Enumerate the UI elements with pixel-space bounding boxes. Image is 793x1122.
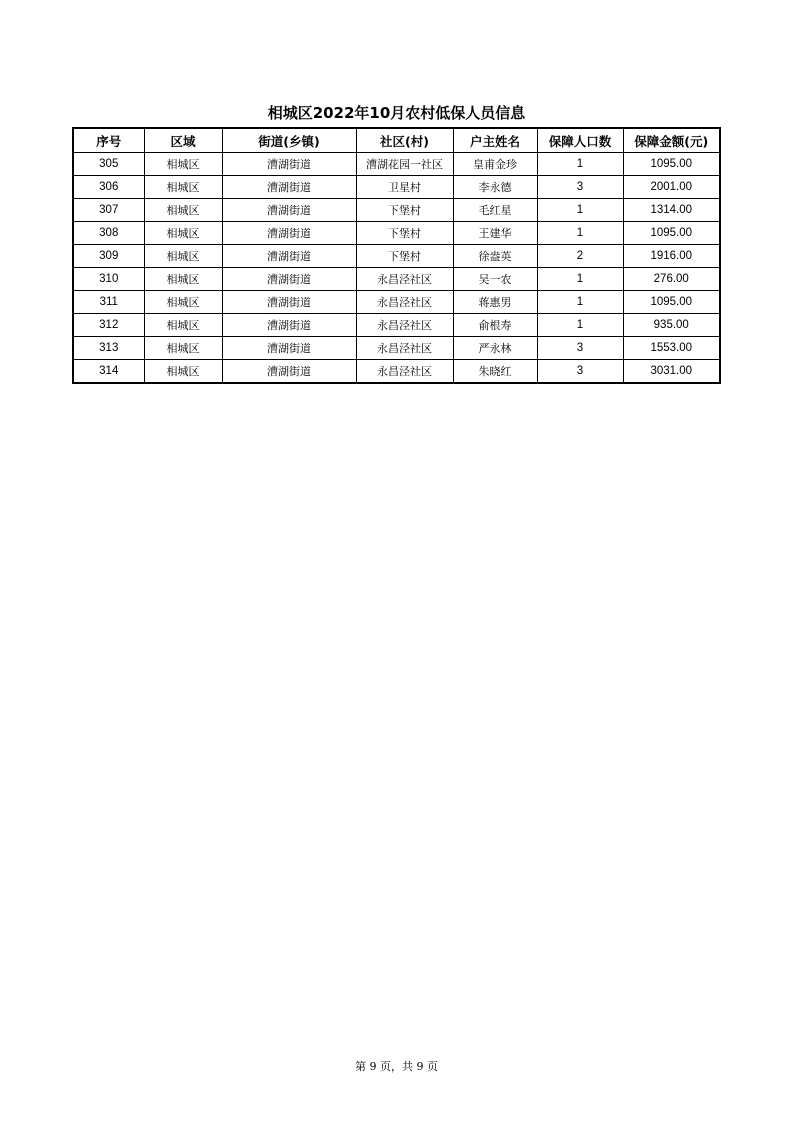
cell-allowance-amount: 1095.00 bbox=[623, 291, 720, 314]
cell-serial-no: 312 bbox=[73, 314, 144, 337]
cell-allowance-amount: 1916.00 bbox=[623, 245, 720, 268]
cell-covered-population: 1 bbox=[537, 291, 623, 314]
header-allowance-amount: 保障金额(元) bbox=[623, 128, 720, 153]
cell-allowance-amount: 2001.00 bbox=[623, 176, 720, 199]
cell-street-town: 漕湖街道 bbox=[222, 268, 356, 291]
cell-street-town: 漕湖街道 bbox=[222, 222, 356, 245]
table-body bbox=[73, 153, 720, 384]
cell-serial-no: 310 bbox=[73, 268, 144, 291]
cell-householder-name: 皇甫金珍 bbox=[453, 153, 537, 176]
header-street-town: 街道(乡镇) bbox=[222, 128, 356, 153]
cell-street-town: 漕湖街道 bbox=[222, 245, 356, 268]
cell-district: 相城区 bbox=[144, 291, 222, 314]
cell-street-town: 漕湖街道 bbox=[222, 314, 356, 337]
table-row bbox=[73, 245, 720, 268]
cell-community-village: 下堡村 bbox=[356, 245, 453, 268]
cell-serial-no: 309 bbox=[73, 245, 144, 268]
table-row bbox=[73, 176, 720, 199]
cell-district: 相城区 bbox=[144, 153, 222, 176]
table-row bbox=[73, 268, 720, 291]
table-row bbox=[73, 360, 720, 384]
table-row bbox=[73, 222, 720, 245]
cell-district: 相城区 bbox=[144, 176, 222, 199]
table-row bbox=[73, 153, 720, 176]
cell-householder-name: 蒋惠男 bbox=[453, 291, 537, 314]
cell-householder-name: 徐盎英 bbox=[453, 245, 537, 268]
table-row bbox=[73, 337, 720, 360]
cell-street-town: 漕湖街道 bbox=[222, 360, 356, 384]
table-row bbox=[73, 199, 720, 222]
cell-community-village: 漕湖花园一社区 bbox=[356, 153, 453, 176]
header-covered-population: 保障人口数 bbox=[537, 128, 623, 153]
cell-covered-population: 3 bbox=[537, 360, 623, 384]
cell-serial-no: 307 bbox=[73, 199, 144, 222]
cell-householder-name: 俞根寿 bbox=[453, 314, 537, 337]
cell-householder-name: 李永德 bbox=[453, 176, 537, 199]
table-row bbox=[73, 291, 720, 314]
header-householder-name: 户主姓名 bbox=[453, 128, 537, 153]
cell-allowance-amount: 3031.00 bbox=[623, 360, 720, 384]
cell-allowance-amount: 1314.00 bbox=[623, 199, 720, 222]
cell-district: 相城区 bbox=[144, 314, 222, 337]
cell-district: 相城区 bbox=[144, 222, 222, 245]
cell-district: 相城区 bbox=[144, 360, 222, 384]
cell-serial-no: 308 bbox=[73, 222, 144, 245]
cell-covered-population: 1 bbox=[537, 222, 623, 245]
cell-community-village: 下堡村 bbox=[356, 199, 453, 222]
cell-householder-name: 吴一农 bbox=[453, 268, 537, 291]
cell-allowance-amount: 1095.00 bbox=[623, 222, 720, 245]
cell-allowance-amount: 276.00 bbox=[623, 268, 720, 291]
cell-district: 相城区 bbox=[144, 337, 222, 360]
cell-community-village: 永昌泾社区 bbox=[356, 314, 453, 337]
cell-covered-population: 1 bbox=[537, 199, 623, 222]
cell-serial-no: 314 bbox=[73, 360, 144, 384]
cell-covered-population: 3 bbox=[537, 176, 623, 199]
header-community-village: 社区(村) bbox=[356, 128, 453, 153]
cell-community-village: 永昌泾社区 bbox=[356, 337, 453, 360]
cell-serial-no: 311 bbox=[73, 291, 144, 314]
cell-street-town: 漕湖街道 bbox=[222, 337, 356, 360]
cell-householder-name: 毛红星 bbox=[453, 199, 537, 222]
cell-allowance-amount: 1553.00 bbox=[623, 337, 720, 360]
cell-street-town: 漕湖街道 bbox=[222, 153, 356, 176]
page-number-footer: 第 9 页，共 9 页 bbox=[355, 1060, 438, 1073]
cell-serial-no: 306 bbox=[73, 176, 144, 199]
cell-community-village: 永昌泾社区 bbox=[356, 291, 453, 314]
cell-district: 相城区 bbox=[144, 199, 222, 222]
cell-allowance-amount: 1095.00 bbox=[623, 153, 720, 176]
table-row bbox=[73, 314, 720, 337]
document-title: 相城区2022年10月农村低保人员信息 bbox=[267, 104, 526, 122]
cell-street-town: 漕湖街道 bbox=[222, 176, 356, 199]
cell-covered-population: 1 bbox=[537, 314, 623, 337]
cell-serial-no: 305 bbox=[73, 153, 144, 176]
cell-street-town: 漕湖街道 bbox=[222, 291, 356, 314]
table-header-row bbox=[73, 128, 720, 153]
cell-serial-no: 313 bbox=[73, 337, 144, 360]
header-district: 区域 bbox=[144, 128, 222, 153]
cell-community-village: 卫星村 bbox=[356, 176, 453, 199]
cell-community-village: 下堡村 bbox=[356, 222, 453, 245]
cell-covered-population: 1 bbox=[537, 268, 623, 291]
cell-covered-population: 3 bbox=[537, 337, 623, 360]
cell-district: 相城区 bbox=[144, 245, 222, 268]
subsistence-allowance-table bbox=[72, 127, 721, 384]
cell-householder-name: 严永林 bbox=[453, 337, 537, 360]
cell-allowance-amount: 935.00 bbox=[623, 314, 720, 337]
cell-street-town: 漕湖街道 bbox=[222, 199, 356, 222]
cell-householder-name: 王建华 bbox=[453, 222, 537, 245]
cell-householder-name: 朱晓红 bbox=[453, 360, 537, 384]
cell-community-village: 永昌泾社区 bbox=[356, 268, 453, 291]
cell-district: 相城区 bbox=[144, 268, 222, 291]
cell-covered-population: 1 bbox=[537, 153, 623, 176]
cell-covered-population: 2 bbox=[537, 245, 623, 268]
header-serial-no: 序号 bbox=[73, 128, 144, 153]
cell-community-village: 永昌泾社区 bbox=[356, 360, 453, 384]
